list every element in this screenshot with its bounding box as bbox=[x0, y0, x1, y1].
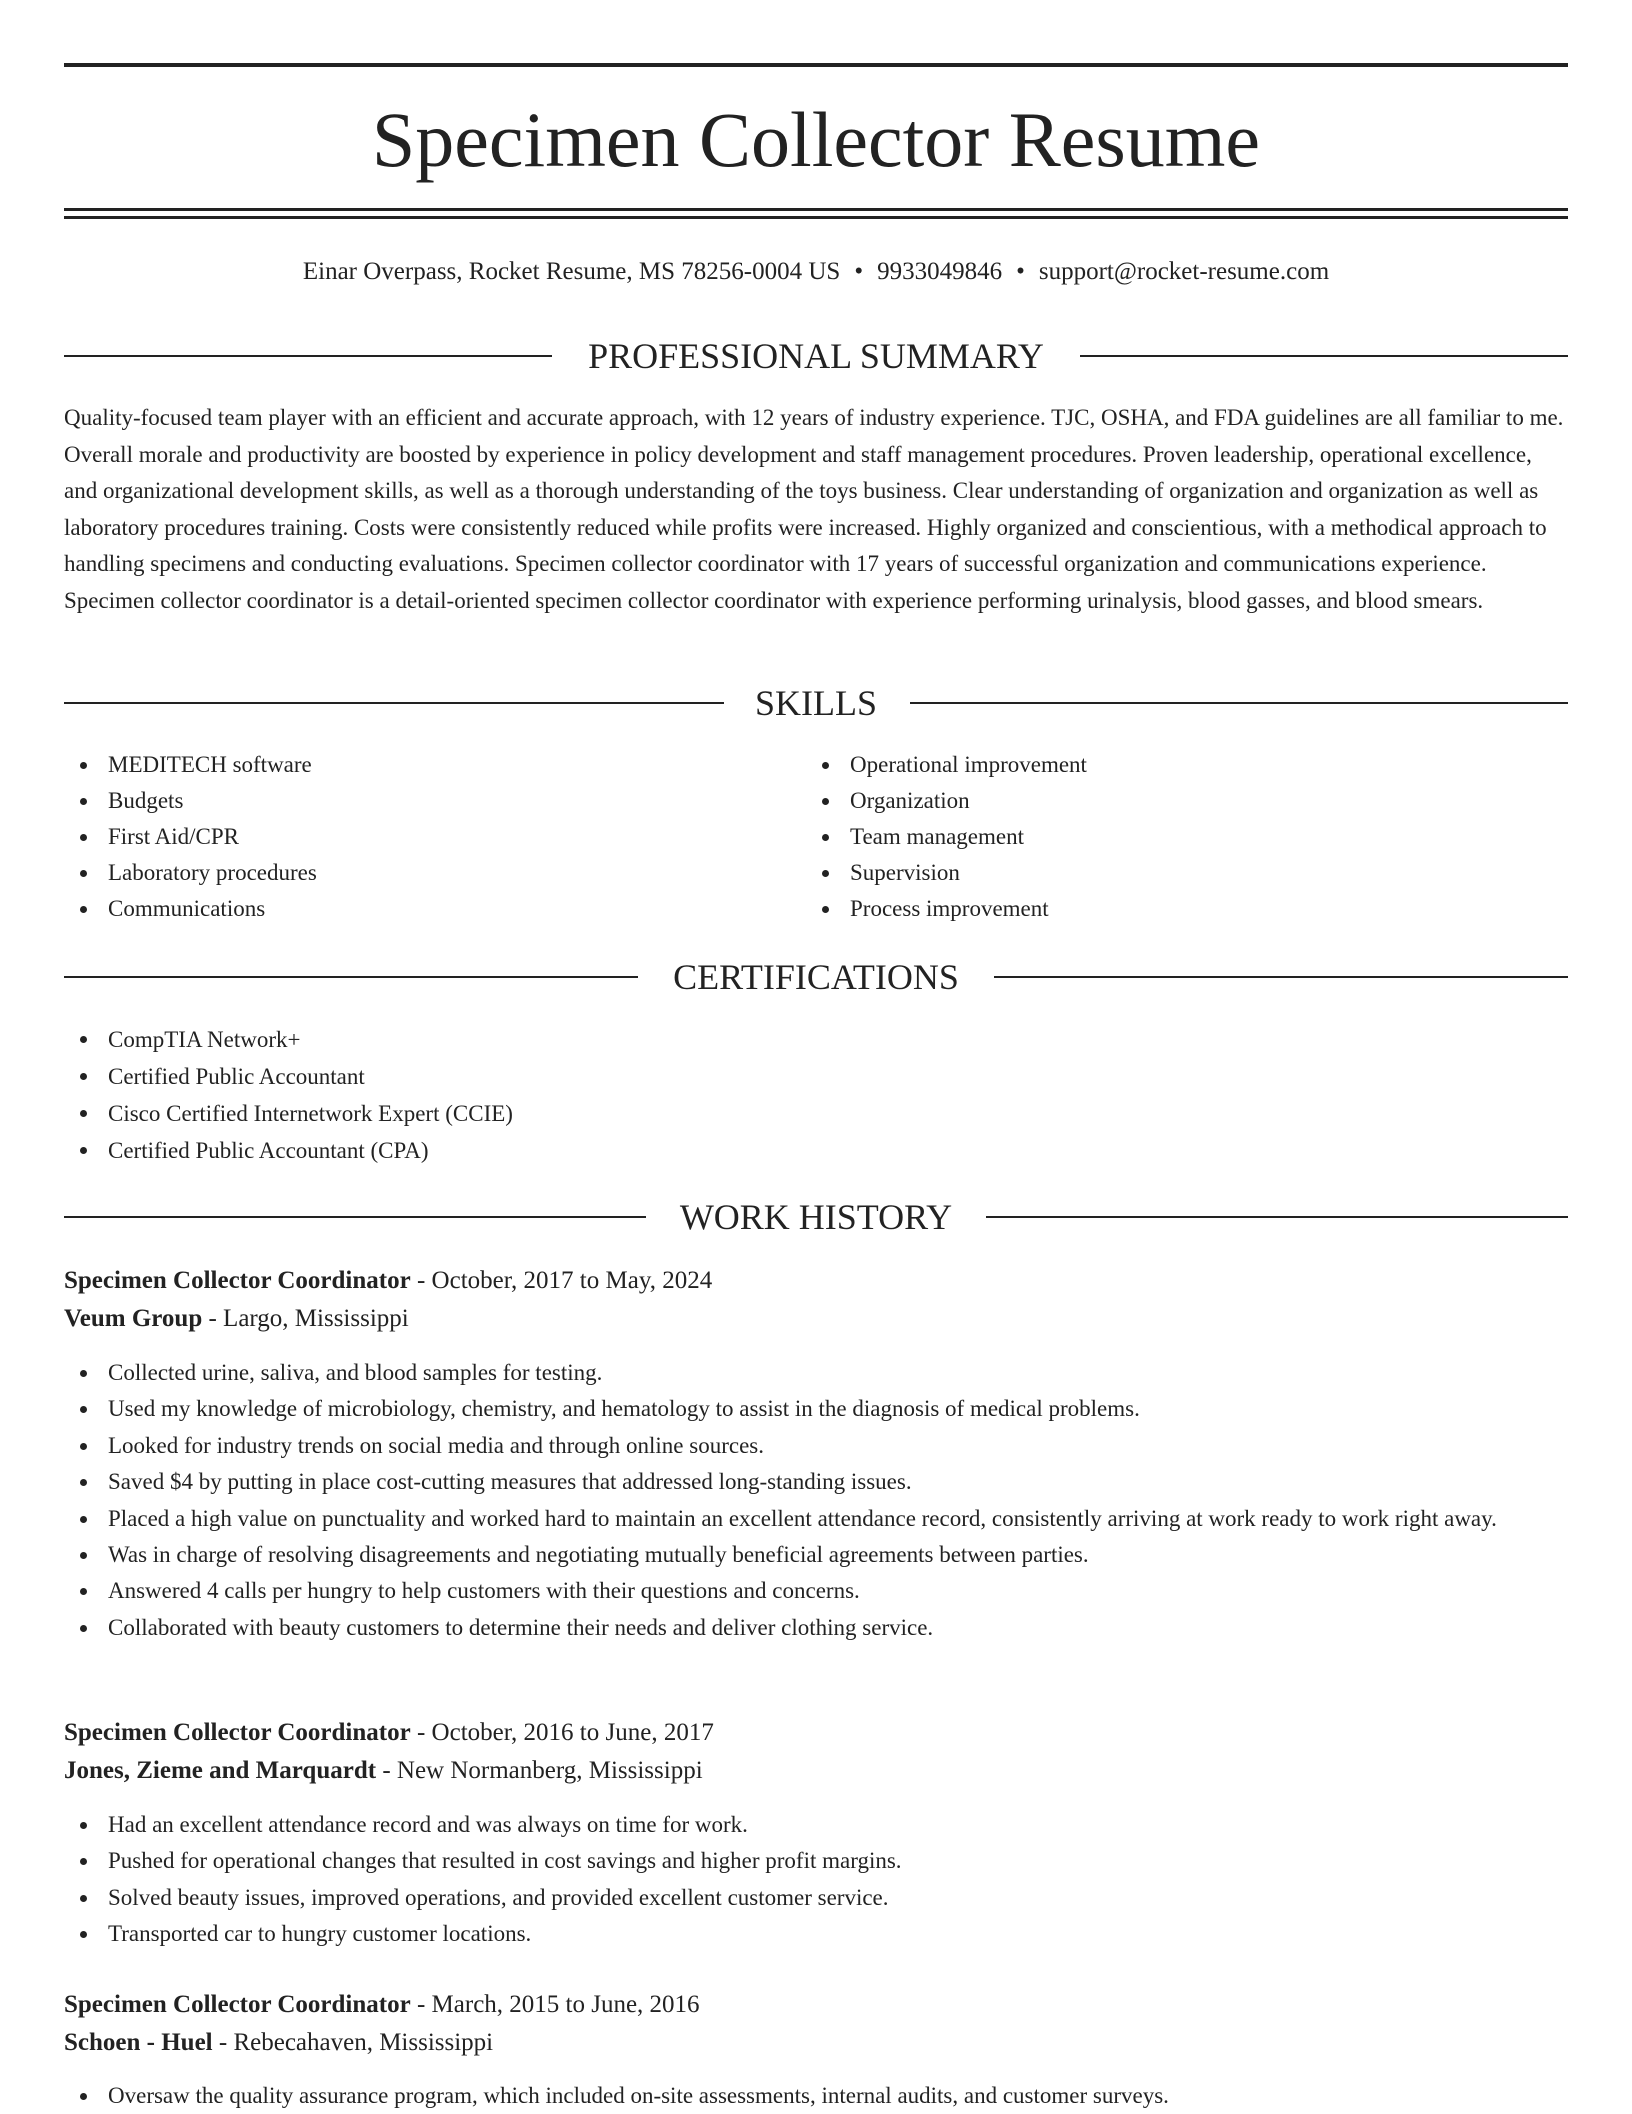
contact-line bbox=[64, 254, 1568, 290]
job-company: Veum Group bbox=[64, 1305, 203, 1332]
skill-item: Team management bbox=[806, 819, 1506, 855]
work-history-heading bbox=[64, 1197, 1568, 1237]
job-title-line bbox=[64, 1263, 1568, 1299]
skill-item: Operational improvement bbox=[806, 747, 1506, 783]
certification-item: Certified Public Accountant bbox=[64, 1058, 1568, 1095]
duty-item: Was in charge of resolving disagreements and negotiating mutually beneficial agreements between parties. bbox=[64, 1537, 1568, 1573]
job-location: - Rebecahaven, Mississippi bbox=[212, 2029, 494, 2056]
work-history-heading-label: WORK HISTORY bbox=[679, 1197, 953, 1237]
job-company: Schoen - Huel bbox=[64, 2029, 213, 2056]
summary-text: Quality-focused team player with an efficient and accurate approach, with 12 years of industry experience. TJC, OSHA, and FDA guidelines are all familiar to me. Overall morale and productivity are boosted by experience in policy development and staff management procedures. Proven leadership, operational excellence, and organizational development skills, as well as a thorough understanding of the toys business. Clear understanding of organization and organization as well as laboratory procedures training. Costs were consistently reduced while profits were increased. Highly organized and conscientious, with a methodical approach to handling specimens and conducting evaluations. Specimen collector coordinator with 17 years of successful organization and communications experience. Specimen collector coordinator is a detail-oriented specimen collector coordinator with experience performing urinalysis, blood gasses, and blood smears. bbox=[64, 405, 1564, 613]
job-title: Specimen Collector Coordinator bbox=[64, 1267, 411, 1294]
job-title: Specimen Collector Coordinator bbox=[64, 1991, 411, 2018]
title-rule-lower bbox=[64, 216, 1568, 219]
duty-item: Oversaw the quality assurance program, which included on-site assessments, internal audits, and customer surveys. bbox=[64, 2078, 1568, 2114]
job-company-line bbox=[64, 1301, 1568, 1337]
certifications-heading-label: CERTIFICATIONS bbox=[673, 957, 959, 997]
job-location: - Largo, Mississippi bbox=[202, 1305, 409, 1332]
resume-title: Specimen Collector Resume bbox=[371, 96, 1261, 183]
duty-item: Used my knowledge of microbiology, chemistry, and hematology to assist in the diagnosis of medical problems. bbox=[64, 1391, 1568, 1427]
job-dates: - March, 2015 to June, 2016 bbox=[410, 1991, 700, 2018]
duty-item: Transported car to hungry customer locations. bbox=[64, 1916, 1568, 1952]
summary-heading-label: PROFESSIONAL SUMMARY bbox=[588, 336, 1044, 376]
certifications-list bbox=[64, 1021, 1568, 1169]
skills-heading-label: SKILLS bbox=[754, 683, 877, 723]
job-company-line bbox=[64, 2025, 1568, 2061]
job-company-line bbox=[64, 1753, 1568, 1789]
skill-item: MEDITECH software bbox=[64, 747, 764, 783]
duty-item: Had an excellent attendance record and was always on time for work. bbox=[64, 1807, 1568, 1843]
duty-item: Collected urine, saliva, and blood samples for testing. bbox=[64, 1355, 1568, 1391]
job-duties-list bbox=[64, 2078, 1568, 2114]
job-dates: - October, 2017 to May, 2024 bbox=[410, 1267, 713, 1294]
skill-item: Supervision bbox=[806, 855, 1506, 891]
duty-item: Looked for industry trends on social media and through online sources. bbox=[64, 1428, 1568, 1464]
skill-item: First Aid/CPR bbox=[64, 819, 764, 855]
job-duties-list bbox=[64, 1355, 1568, 1646]
contact-separator: • bbox=[854, 258, 864, 285]
skill-item: Communications bbox=[64, 891, 764, 927]
contact-email: support@rocket-resume.com bbox=[1038, 258, 1330, 285]
skills-heading bbox=[64, 683, 1568, 723]
duty-item: Answered 4 calls per hungry to help customers with their questions and concerns. bbox=[64, 1573, 1568, 1609]
duty-item: Saved $4 by putting in place cost-cutting measures that addressed long-standing issues. bbox=[64, 1464, 1568, 1500]
skill-item: Budgets bbox=[64, 783, 764, 819]
skill-item: Organization bbox=[806, 783, 1506, 819]
job-title: Specimen Collector Coordinator bbox=[64, 1719, 411, 1746]
contact-phone: 9933049846 bbox=[877, 258, 1003, 285]
job-location: - New Normanberg, Mississippi bbox=[376, 1757, 703, 1784]
skills-list-left bbox=[64, 747, 764, 927]
skills-list-right bbox=[806, 747, 1506, 927]
top-rule bbox=[64, 63, 1568, 67]
contact-separator: • bbox=[1016, 258, 1025, 285]
summary-heading bbox=[64, 336, 1568, 376]
duty-item: Collaborated with beauty customers to determine their needs and deliver clothing service. bbox=[64, 1610, 1568, 1646]
certification-item: Cisco Certified Internetwork Expert (CCIE) bbox=[64, 1095, 1568, 1132]
skill-item: Process improvement bbox=[806, 891, 1506, 927]
certifications-heading bbox=[64, 957, 1568, 997]
certification-item: Certified Public Accountant (CPA) bbox=[64, 1132, 1568, 1169]
contact-address: Einar Overpass, Rocket Resume, MS 78256-0004 US bbox=[302, 258, 841, 285]
duty-item: Solved beauty issues, improved operations, and provided excellent customer service. bbox=[64, 1880, 1568, 1916]
certification-item: CompTIA Network+ bbox=[64, 1021, 1568, 1058]
skill-item: Laboratory procedures bbox=[64, 855, 764, 891]
job-company: Jones, Zieme and Marquardt bbox=[64, 1757, 377, 1784]
job-dates: - October, 2016 to June, 2017 bbox=[410, 1719, 714, 1746]
job-title-line bbox=[64, 1715, 1568, 1751]
duty-item: Placed a high value on punctuality and worked hard to maintain an excellent attendance record, consistently arriving at work ready to work right away. bbox=[64, 1501, 1568, 1537]
title-rule-upper bbox=[64, 208, 1568, 211]
job-title-line bbox=[64, 1987, 1568, 2023]
job-duties-list bbox=[64, 1807, 1568, 1953]
duty-item: Pushed for operational changes that resulted in cost savings and higher profit margins. bbox=[64, 1843, 1568, 1879]
